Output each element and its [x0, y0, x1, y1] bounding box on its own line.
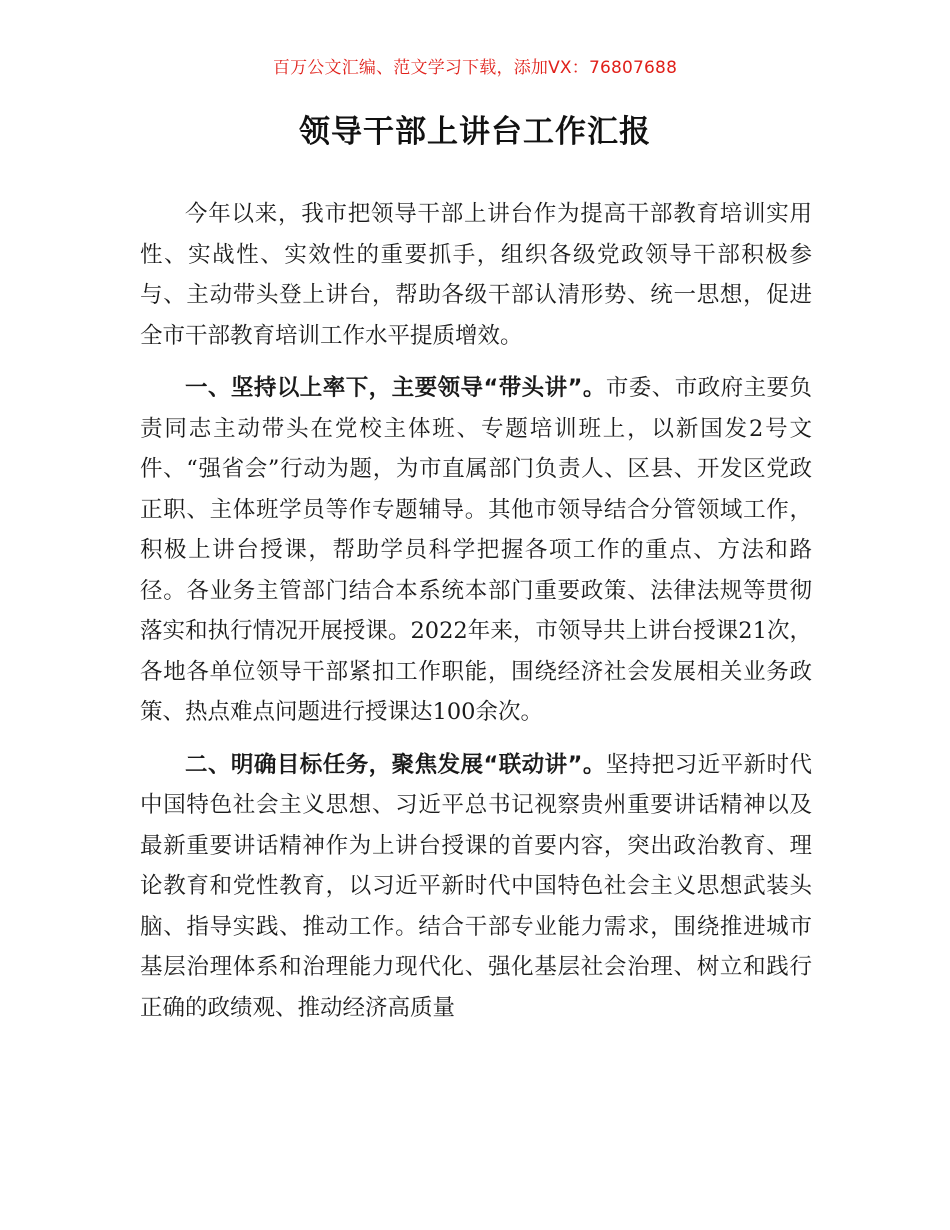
- paragraph-intro: [140, 194, 812, 356]
- paragraph-text: 今年以来，我市把领导干部上讲台作为提高干部教育培训实用性、实战性、实效性的重要抓手，组织各级党政领导干部积极参与、主动带头登上讲台，帮助各级干部认清形势、统一思想，促进全市干部教育培训工作水平提质增效。: [140, 201, 812, 349]
- watermark-banner: 百万公文汇编、范文学习下载，添加VX：76807688: [272, 58, 678, 78]
- paragraph-section-2: [140, 745, 812, 1029]
- document-title: 领导干部上讲台工作汇报: [299, 114, 651, 150]
- section-heading: 二、明确目标任务，聚焦发展“联动讲”。: [185, 751, 606, 778]
- paragraph-text: 市委、市政府主要负责同志主动带头在党校主体班、专题培训班上，以新国发2号文件、“强省会”行动为题，为市直属部门负责人、区县、开发区党政正职、主体班学员等作专题辅导。其他市领导结合分管领域工作，积极上讲台授课，帮助学员科学把握各项工作的重点、方法和路径。各业务主管部门结合本系统本部门重要政策、法律法规等贯彻落实和执行情况开展授课。2022年来，市领导共上讲台授课21次，各地各单位领导干部紧扣工作职能，围绕经济社会发展相关业务政策、热点难点问题进行授课达100余次。: [140, 375, 812, 725]
- section-heading: 一、坚持以上率下，主要领导“带头讲”。: [185, 375, 606, 401]
- paragraph-text: 坚持把习近平新时代中国特色社会主义思想、习近平总书记视察贵州重要讲话精神以及最新重要讲话精神作为上讲台授课的首要内容，突出政治教育、理论教育和党性教育，以习近平新时代中国特色社会主义思想武装头脑、指导实践、推动工作。结合干部专业能力需求，围绕推进城市基层治理体系和治理能力现代化、强化基层社会治理、树立和践行正确的政绩观、推动经济高质量: [140, 751, 812, 1021]
- document-body: [140, 194, 812, 1040]
- paragraph-section-1: [140, 368, 812, 733]
